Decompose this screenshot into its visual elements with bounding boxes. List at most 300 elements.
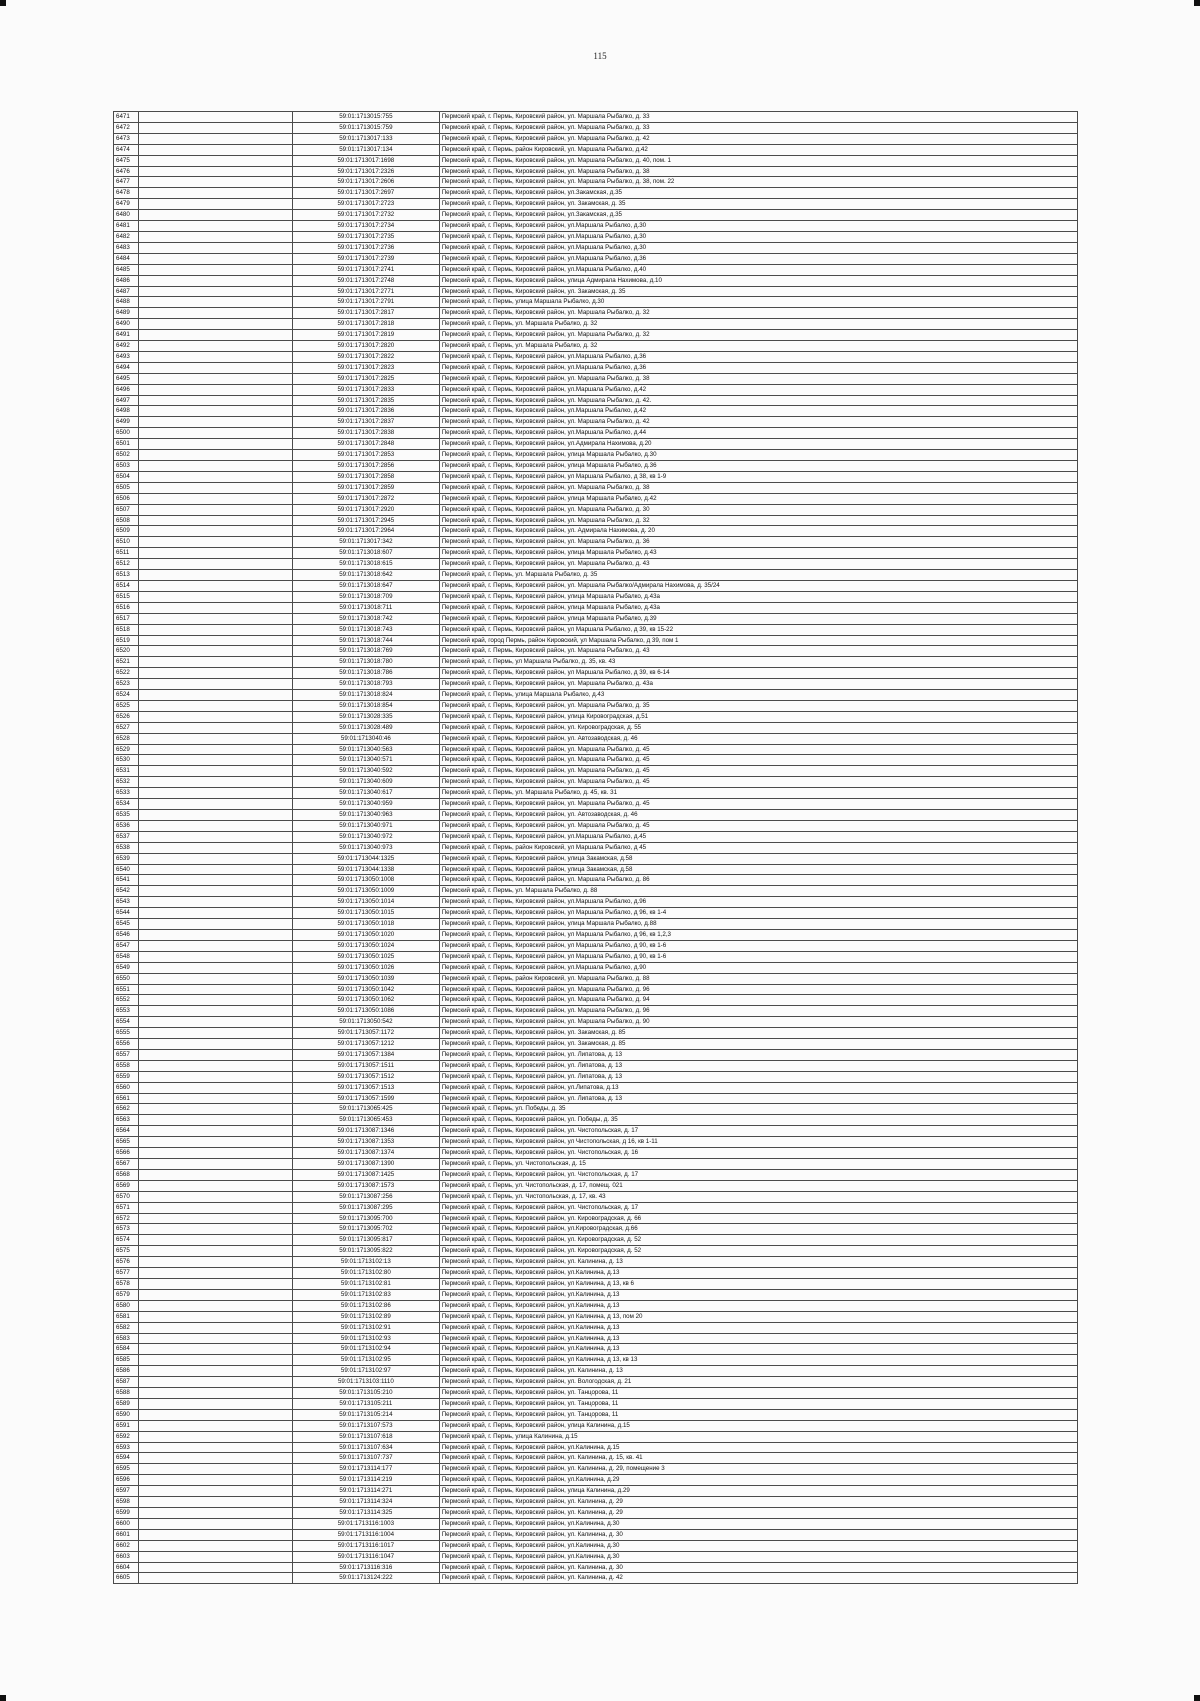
cadastral-number: 59:01:1713102:94 xyxy=(293,1344,440,1355)
owner-cell xyxy=(139,831,293,842)
row-number: 6487 xyxy=(114,286,139,297)
owner-cell xyxy=(139,210,293,221)
cadastral-number: 59:01:1713015:755 xyxy=(293,112,440,123)
cadastral-number: 59:01:1713040:963 xyxy=(293,810,440,821)
row-number: 6492 xyxy=(114,341,139,352)
row-number: 6501 xyxy=(114,439,139,450)
address: Пермский край, г. Пермь, Кировский район, ул.Маршала Рыбалко, д.30 xyxy=(439,231,1077,242)
table-row xyxy=(114,362,1078,373)
scan-mark xyxy=(0,1695,6,1701)
row-number: 6513 xyxy=(114,570,139,581)
table-row xyxy=(114,1093,1078,1104)
cadastral-number: 59:01:1713057:1599 xyxy=(293,1093,440,1104)
address: Пермский край, г. Пермь, ул. Чистопольская, д. 15 xyxy=(439,1159,1077,1170)
address: Пермский край, г. Пермь, Кировский район, ул. Маршала Рыбалко, д. 94 xyxy=(439,995,1077,1006)
address: Пермский край, г. Пермь, Кировский район, ул. Танцорова, 11 xyxy=(439,1409,1077,1420)
address: Пермский край, г. Пермь, Кировский район, ул. Автозаводская, д. 46 xyxy=(439,810,1077,821)
address: Пермский край, г. Пермь, Кировский район, ул. Маршала Рыбалко, д. 45 xyxy=(439,766,1077,777)
cadastral-number: 59:01:1713017:2791 xyxy=(293,297,440,308)
cadastral-number: 59:01:1713107:618 xyxy=(293,1431,440,1442)
row-number: 6483 xyxy=(114,242,139,253)
scan-mark xyxy=(0,0,6,6)
cadastral-number: 59:01:1713095:700 xyxy=(293,1213,440,1224)
owner-cell xyxy=(139,1420,293,1431)
address: Пермский край, г. Пермь, Кировский район, ул. Маршала Рыбалко, д. 35 xyxy=(439,700,1077,711)
address: Пермский край, г. Пермь, Кировский район, ул. Липатова, д. 13 xyxy=(439,1071,1077,1082)
owner-cell xyxy=(139,1431,293,1442)
address: Пермский край, г. Пермь, Кировский район, ул. Маршала Рыбалко, д. 86 xyxy=(439,875,1077,886)
address: Пермский край, г. Пермь, Кировский район, ул.Маршала Рыбалко, д.44 xyxy=(439,428,1077,439)
row-number: 6547 xyxy=(114,940,139,951)
table-row xyxy=(114,1049,1078,1060)
table-row xyxy=(114,253,1078,264)
row-number: 6569 xyxy=(114,1180,139,1191)
owner-cell xyxy=(139,471,293,482)
row-number: 6544 xyxy=(114,908,139,919)
row-number: 6490 xyxy=(114,319,139,330)
cadastral-number: 59:01:1713017:2822 xyxy=(293,351,440,362)
owner-cell xyxy=(139,308,293,319)
address: Пермский край, г. Пермь, Кировский район, ул. Калинина, д. 29 xyxy=(439,1508,1077,1519)
owner-cell xyxy=(139,646,293,657)
cadastral-number: 59:01:1713018:769 xyxy=(293,646,440,657)
row-number: 6542 xyxy=(114,886,139,897)
table-row xyxy=(114,886,1078,897)
address: Пермский край, г. Пермь, Кировский район, ул Калинина, д 13, кв 13 xyxy=(439,1355,1077,1366)
cadastral-number: 59:01:1713040:609 xyxy=(293,777,440,788)
row-number: 6515 xyxy=(114,591,139,602)
table-row xyxy=(114,668,1078,679)
address: Пермский край, г. Пермь, район Кировский, ул. Маршала Рыбалко, д.42 xyxy=(439,144,1077,155)
owner-cell xyxy=(139,1529,293,1540)
table-row xyxy=(114,1082,1078,1093)
address: Пермский край, г. Пермь, Кировский район, ул. Маршала Рыбалко, д. 30 xyxy=(439,504,1077,515)
owner-cell xyxy=(139,253,293,264)
table-row xyxy=(114,1126,1078,1137)
cadastral-number: 59:01:1713087:1425 xyxy=(293,1169,440,1180)
table-row xyxy=(114,526,1078,537)
table-row xyxy=(114,875,1078,886)
table-row xyxy=(114,733,1078,744)
owner-cell xyxy=(139,668,293,679)
table-row xyxy=(114,1508,1078,1519)
owner-cell xyxy=(139,962,293,973)
owner-cell xyxy=(139,1017,293,1028)
table-row xyxy=(114,635,1078,646)
table-row xyxy=(114,319,1078,330)
owner-cell xyxy=(139,1060,293,1071)
row-number: 6596 xyxy=(114,1475,139,1486)
address: Пермский край, г. Пермь, Кировский район, ул. Маршала Рыбалко, д. 96 xyxy=(439,984,1077,995)
table-row xyxy=(114,1115,1078,1126)
cadastral-number: 59:01:1713102:93 xyxy=(293,1333,440,1344)
owner-cell xyxy=(139,1540,293,1551)
cadastral-number: 59:01:1713018:709 xyxy=(293,591,440,602)
cadastral-number: 59:01:1713040:592 xyxy=(293,766,440,777)
owner-cell xyxy=(139,919,293,930)
row-number: 6545 xyxy=(114,919,139,930)
cadastral-number: 59:01:1713028:489 xyxy=(293,722,440,733)
row-number: 6583 xyxy=(114,1333,139,1344)
owner-cell xyxy=(139,1311,293,1322)
cadastral-number: 59:01:1713040:973 xyxy=(293,842,440,853)
table-row xyxy=(114,1278,1078,1289)
owner-cell xyxy=(139,504,293,515)
address: Пермский край, город Пермь, район Кировский, ул Маршала Рыбалко, д 39, пом 1 xyxy=(439,635,1077,646)
table-row xyxy=(114,1257,1078,1268)
owner-cell xyxy=(139,1246,293,1257)
cadastral-number: 59:01:1713087:1573 xyxy=(293,1180,440,1191)
table-row xyxy=(114,700,1078,711)
owner-cell xyxy=(139,1377,293,1388)
row-number: 6599 xyxy=(114,1508,139,1519)
owner-cell xyxy=(139,1398,293,1409)
cadastral-number: 59:01:1713087:1374 xyxy=(293,1148,440,1159)
row-number: 6500 xyxy=(114,428,139,439)
owner-cell xyxy=(139,428,293,439)
row-number: 6586 xyxy=(114,1366,139,1377)
owner-cell xyxy=(139,1235,293,1246)
cadastral-number: 59:01:1713018:647 xyxy=(293,580,440,591)
cadastral-number: 59:01:1713057:1511 xyxy=(293,1060,440,1071)
table-row xyxy=(114,286,1078,297)
table-row xyxy=(114,897,1078,908)
table-row xyxy=(114,1137,1078,1148)
cadastral-number: 59:01:1713017:133 xyxy=(293,133,440,144)
cadastral-number: 59:01:1713017:2835 xyxy=(293,395,440,406)
table-row xyxy=(114,1551,1078,1562)
owner-cell xyxy=(139,559,293,570)
address: Пермский край, г. Пермь, Кировский район, ул. Маршала Рыбалко, д. 45 xyxy=(439,777,1077,788)
table-row xyxy=(114,984,1078,995)
owner-cell xyxy=(139,1464,293,1475)
owner-cell xyxy=(139,1300,293,1311)
owner-cell xyxy=(139,679,293,690)
owner-cell xyxy=(139,1289,293,1300)
table-row xyxy=(114,1224,1078,1235)
owner-cell xyxy=(139,461,293,472)
row-number: 6476 xyxy=(114,166,139,177)
address: Пермский край, г. Пермь, Кировский район, ул. Маршала Рыбалко, д. 43 xyxy=(439,646,1077,657)
table-row xyxy=(114,242,1078,253)
address: Пермский край, г. Пермь, Кировский район, ул. Маршала Рыбалко, д. 36 xyxy=(439,537,1077,548)
row-number: 6541 xyxy=(114,875,139,886)
row-number: 6595 xyxy=(114,1464,139,1475)
table-row xyxy=(114,264,1078,275)
cadastral-number: 59:01:1713017:2833 xyxy=(293,384,440,395)
cadastral-number: 59:01:1713017:2723 xyxy=(293,199,440,210)
address: Пермский край, г. Пермь, Кировский район, ул. Маршала Рыбалко, д. 45 xyxy=(439,755,1077,766)
row-number: 6496 xyxy=(114,384,139,395)
table-row xyxy=(114,1246,1078,1257)
row-number: 6571 xyxy=(114,1202,139,1213)
table-row xyxy=(114,1475,1078,1486)
row-number: 6522 xyxy=(114,668,139,679)
owner-cell xyxy=(139,1355,293,1366)
address: Пермский край, г. Пермь, ул. Чистопольская, д. 17, кв. 43 xyxy=(439,1191,1077,1202)
cadastral-number: 59:01:1713050:1042 xyxy=(293,984,440,995)
cadastral-number: 59:01:1713017:2964 xyxy=(293,526,440,537)
owner-cell xyxy=(139,1006,293,1017)
row-number: 6529 xyxy=(114,744,139,755)
row-number: 6506 xyxy=(114,493,139,504)
address: Пермский край, г. Пермь, Кировский район, ул. Кировоградская, д. 66 xyxy=(439,1213,1077,1224)
address: Пермский край, г. Пермь, Кировский район, улица Закамская, д.58 xyxy=(439,853,1077,864)
cadastral-number: 59:01:1713040:563 xyxy=(293,744,440,755)
address: Пермский край, г. Пермь, Кировский район, ул. Маршала Рыбалко, д. 43 xyxy=(439,559,1077,570)
cadastral-number: 59:01:1713087:295 xyxy=(293,1202,440,1213)
cadastral-number: 59:01:1713017:2697 xyxy=(293,188,440,199)
address: Пермский край, г. Пермь, Кировский район, ул. Чистопольская, д. 17 xyxy=(439,1202,1077,1213)
cadastral-number: 59:01:1713018:786 xyxy=(293,668,440,679)
row-number: 6523 xyxy=(114,679,139,690)
row-number: 6539 xyxy=(114,853,139,864)
table-row xyxy=(114,919,1078,930)
row-number: 6557 xyxy=(114,1049,139,1060)
cadastral-number: 59:01:1713087:1390 xyxy=(293,1159,440,1170)
table-row xyxy=(114,155,1078,166)
address: Пермский край, г. Пермь, Кировский район, ул Маршала Рыбалко, д 39, кв 15-22 xyxy=(439,624,1077,635)
owner-cell xyxy=(139,1278,293,1289)
cadastral-number: 59:01:1713116:1017 xyxy=(293,1540,440,1551)
row-number: 6555 xyxy=(114,1028,139,1039)
row-number: 6568 xyxy=(114,1169,139,1180)
cadastral-number: 59:01:1713057:1384 xyxy=(293,1049,440,1060)
row-number: 6519 xyxy=(114,635,139,646)
table-row xyxy=(114,951,1078,962)
owner-cell xyxy=(139,1486,293,1497)
cadastral-number: 59:01:1713017:2741 xyxy=(293,264,440,275)
owner-cell xyxy=(139,602,293,613)
address: Пермский край, г. Пермь, Кировский район, улица Маршала Рыбалко, д.43а xyxy=(439,602,1077,613)
cadastral-number: 59:01:1713017:1698 xyxy=(293,155,440,166)
address: Пермский край, г. Пермь, Кировский район, улица Маршала Рыбалко, д.88 xyxy=(439,919,1077,930)
table-row xyxy=(114,351,1078,362)
owner-cell xyxy=(139,1573,293,1584)
address: Пермский край, г. Пермь, Кировский район, ул Маршала Рыбалко, д 96, кв 1-4 xyxy=(439,908,1077,919)
cadastral-number: 59:01:1713057:1512 xyxy=(293,1071,440,1082)
table-row xyxy=(114,482,1078,493)
table-row xyxy=(114,820,1078,831)
owner-cell xyxy=(139,330,293,341)
address: Пермский край, г. Пермь, район Кировский, ул Маршала Рыбалко, д 45 xyxy=(439,842,1077,853)
address: Пермский край, г. Пермь, Кировский район, ул.Маршала Рыбалко, д.36 xyxy=(439,253,1077,264)
row-number: 6527 xyxy=(114,722,139,733)
row-number: 6494 xyxy=(114,362,139,373)
owner-cell xyxy=(139,1388,293,1399)
address: Пермский край, г. Пермь, Кировский район, ул. Закамская, д. 85 xyxy=(439,1028,1077,1039)
row-number: 6499 xyxy=(114,417,139,428)
cadastral-number: 59:01:1713040:959 xyxy=(293,799,440,810)
owner-cell xyxy=(139,613,293,624)
owner-cell xyxy=(139,1409,293,1420)
table-row xyxy=(114,995,1078,1006)
row-number: 6566 xyxy=(114,1148,139,1159)
owner-cell xyxy=(139,700,293,711)
address: Пермский край, г. Пермь, Кировский район, ул. Закамская, д. 35 xyxy=(439,286,1077,297)
table-row xyxy=(114,177,1078,188)
owner-cell xyxy=(139,820,293,831)
address: Пермский край, г. Пермь, улица Калинина, д.15 xyxy=(439,1431,1077,1442)
owner-cell xyxy=(139,351,293,362)
row-number: 6554 xyxy=(114,1017,139,1028)
owner-cell xyxy=(139,188,293,199)
cadastral-number: 59:01:1713017:2837 xyxy=(293,417,440,428)
table-row xyxy=(114,1028,1078,1039)
cadastral-number: 59:01:1713105:210 xyxy=(293,1388,440,1399)
owner-cell xyxy=(139,580,293,591)
owner-cell xyxy=(139,897,293,908)
cadastral-number: 59:01:1713087:256 xyxy=(293,1191,440,1202)
cadastral-number: 59:01:1713040:971 xyxy=(293,820,440,831)
table-row xyxy=(114,1464,1078,1475)
cadastral-number: 59:01:1713114:177 xyxy=(293,1464,440,1475)
address: Пермский край, г. Пермь, Кировский район, ул Маршала Рыбалко, д 96, кв 1,2,3 xyxy=(439,929,1077,940)
table-row xyxy=(114,973,1078,984)
owner-cell xyxy=(139,1551,293,1562)
row-number: 6507 xyxy=(114,504,139,515)
address: Пермский край, г. Пермь, Кировский район, ул. Маршала Рыбалко, д. 96 xyxy=(439,1006,1077,1017)
owner-cell xyxy=(139,1191,293,1202)
row-number: 6473 xyxy=(114,133,139,144)
address: Пермский край, г. Пермь, Кировский район, ул. Маршала Рыбалко, д. 38 xyxy=(439,373,1077,384)
row-number: 6543 xyxy=(114,897,139,908)
registry-table-body xyxy=(114,112,1078,1584)
cadastral-number: 59:01:1713102:81 xyxy=(293,1278,440,1289)
row-number: 6477 xyxy=(114,177,139,188)
owner-cell xyxy=(139,406,293,417)
row-number: 6588 xyxy=(114,1388,139,1399)
address: Пермский край, г. Пермь, Кировский район, ул.Калинина, д.13 xyxy=(439,1268,1077,1279)
row-number: 6493 xyxy=(114,351,139,362)
address: Пермский край, г. Пермь, Кировский район, ул. Калинина, д. 30 xyxy=(439,1529,1077,1540)
owner-cell xyxy=(139,166,293,177)
row-number: 6504 xyxy=(114,471,139,482)
row-number: 6535 xyxy=(114,810,139,821)
cadastral-number: 59:01:1713017:2736 xyxy=(293,242,440,253)
cadastral-number: 59:01:1713114:324 xyxy=(293,1497,440,1508)
table-row xyxy=(114,1169,1078,1180)
cadastral-number: 59:01:1713044:1338 xyxy=(293,864,440,875)
address: Пермский край, г. Пермь, ул. Маршала Рыбалко, д. 32 xyxy=(439,319,1077,330)
table-row xyxy=(114,766,1078,777)
address: Пермский край, г. Пермь, ул. Маршала Рыбалко, д. 32 xyxy=(439,341,1077,352)
cadastral-number: 59:01:1713017:2872 xyxy=(293,493,440,504)
address: Пермский край, г. Пермь, Кировский район, ул.Калинина, д.30 xyxy=(439,1540,1077,1551)
row-number: 6597 xyxy=(114,1486,139,1497)
address: Пермский край, г. Пермь, ул. Победы, д. 35 xyxy=(439,1104,1077,1115)
table-row xyxy=(114,384,1078,395)
owner-cell xyxy=(139,548,293,559)
owner-cell xyxy=(139,799,293,810)
row-number: 6505 xyxy=(114,482,139,493)
owner-cell xyxy=(139,242,293,253)
row-number: 6564 xyxy=(114,1126,139,1137)
row-number: 6582 xyxy=(114,1322,139,1333)
owner-cell xyxy=(139,362,293,373)
owner-cell xyxy=(139,1093,293,1104)
table-row xyxy=(114,1377,1078,1388)
row-number: 6558 xyxy=(114,1060,139,1071)
owner-cell xyxy=(139,155,293,166)
address: Пермский край, г. Пермь, ул. Маршала Рыбалко, д. 35 xyxy=(439,570,1077,581)
address: Пермский край, г. Пермь, Кировский район, ул. Маршала Рыбалко, д. 38, пом. 22 xyxy=(439,177,1077,188)
table-row xyxy=(114,1300,1078,1311)
address: Пермский край, г. Пермь, Кировский район, ул.Калинина, д.13 xyxy=(439,1322,1077,1333)
cadastral-number: 59:01:1713107:634 xyxy=(293,1442,440,1453)
address: Пермский край, г. Пермь, Кировский район, ул.Адмирала Нахимова, д.20 xyxy=(439,439,1077,450)
owner-cell xyxy=(139,537,293,548)
cadastral-number: 59:01:1713114:325 xyxy=(293,1508,440,1519)
address: Пермский край, г. Пермь, ул. Чистопольская, д. 17, помещ. 021 xyxy=(439,1180,1077,1191)
address: Пермский край, г. Пермь, район Кировский, ул. Маршала Рыбалко, д. 88 xyxy=(439,973,1077,984)
owner-cell xyxy=(139,777,293,788)
owner-cell xyxy=(139,319,293,330)
table-row xyxy=(114,537,1078,548)
owner-cell xyxy=(139,1322,293,1333)
cadastral-number: 59:01:1713050:1014 xyxy=(293,897,440,908)
row-number: 6479 xyxy=(114,199,139,210)
table-row xyxy=(114,199,1078,210)
table-row xyxy=(114,624,1078,635)
table-row xyxy=(114,1540,1078,1551)
address: Пермский край, г. Пермь, Кировский район, ул. Вологодская, д. 21 xyxy=(439,1377,1077,1388)
table-row xyxy=(114,1398,1078,1409)
owner-cell xyxy=(139,1257,293,1268)
table-row xyxy=(114,1529,1078,1540)
row-number: 6552 xyxy=(114,995,139,1006)
cadastral-number: 59:01:1713040:46 xyxy=(293,733,440,744)
row-number: 6577 xyxy=(114,1268,139,1279)
cadastral-number: 59:01:1713018:742 xyxy=(293,613,440,624)
owner-cell xyxy=(139,1039,293,1050)
address: Пермский край, г. Пермь, Кировский район, ул.Закамская, д.35 xyxy=(439,210,1077,221)
owner-cell xyxy=(139,1224,293,1235)
table-row xyxy=(114,722,1078,733)
address: Пермский край, г. Пермь, Кировский район, ул. Липатова, д. 13 xyxy=(439,1049,1077,1060)
table-row xyxy=(114,864,1078,875)
owner-cell xyxy=(139,450,293,461)
row-number: 6576 xyxy=(114,1257,139,1268)
row-number: 6474 xyxy=(114,144,139,155)
cadastral-number: 59:01:1713018:854 xyxy=(293,700,440,711)
table-row xyxy=(114,1420,1078,1431)
row-number: 6592 xyxy=(114,1431,139,1442)
table-row xyxy=(114,428,1078,439)
table-row xyxy=(114,940,1078,951)
cadastral-number: 59:01:1713017:2920 xyxy=(293,504,440,515)
address: Пермский край, г. Пермь, Кировский район, ул. Маршала Рыбалко, д. 33 xyxy=(439,122,1077,133)
address: Пермский край, г. Пермь, Кировский район, ул. Маршала Рыбалко, д. 45 xyxy=(439,799,1077,810)
cadastral-number: 59:01:1713116:1003 xyxy=(293,1518,440,1529)
address: Пермский край, г. Пермь, Кировский район, ул. Маршала Рыбалко, д. 43а xyxy=(439,679,1077,690)
cadastral-number: 59:01:1713105:214 xyxy=(293,1409,440,1420)
table-row xyxy=(114,1311,1078,1322)
cadastral-number: 59:01:1713114:219 xyxy=(293,1475,440,1486)
row-number: 6508 xyxy=(114,515,139,526)
address: Пермский край, г. Пермь, Кировский район, улица Маршала Рыбалко, д.42 xyxy=(439,493,1077,504)
table-row xyxy=(114,515,1078,526)
row-number: 6603 xyxy=(114,1551,139,1562)
address: Пермский край, г. Пермь, Кировский район, ул Калинина, д 13, кв 6 xyxy=(439,1278,1077,1289)
cadastral-number: 59:01:1713017:2734 xyxy=(293,221,440,232)
table-row xyxy=(114,133,1078,144)
row-number: 6587 xyxy=(114,1377,139,1388)
address: Пермский край, г. Пермь, Кировский район, ул.Кировоградская, д.66 xyxy=(439,1224,1077,1235)
row-number: 6572 xyxy=(114,1213,139,1224)
owner-cell xyxy=(139,231,293,242)
address: Пермский край, г. Пермь, ул. Маршала Рыбалко, д. 88 xyxy=(439,886,1077,897)
